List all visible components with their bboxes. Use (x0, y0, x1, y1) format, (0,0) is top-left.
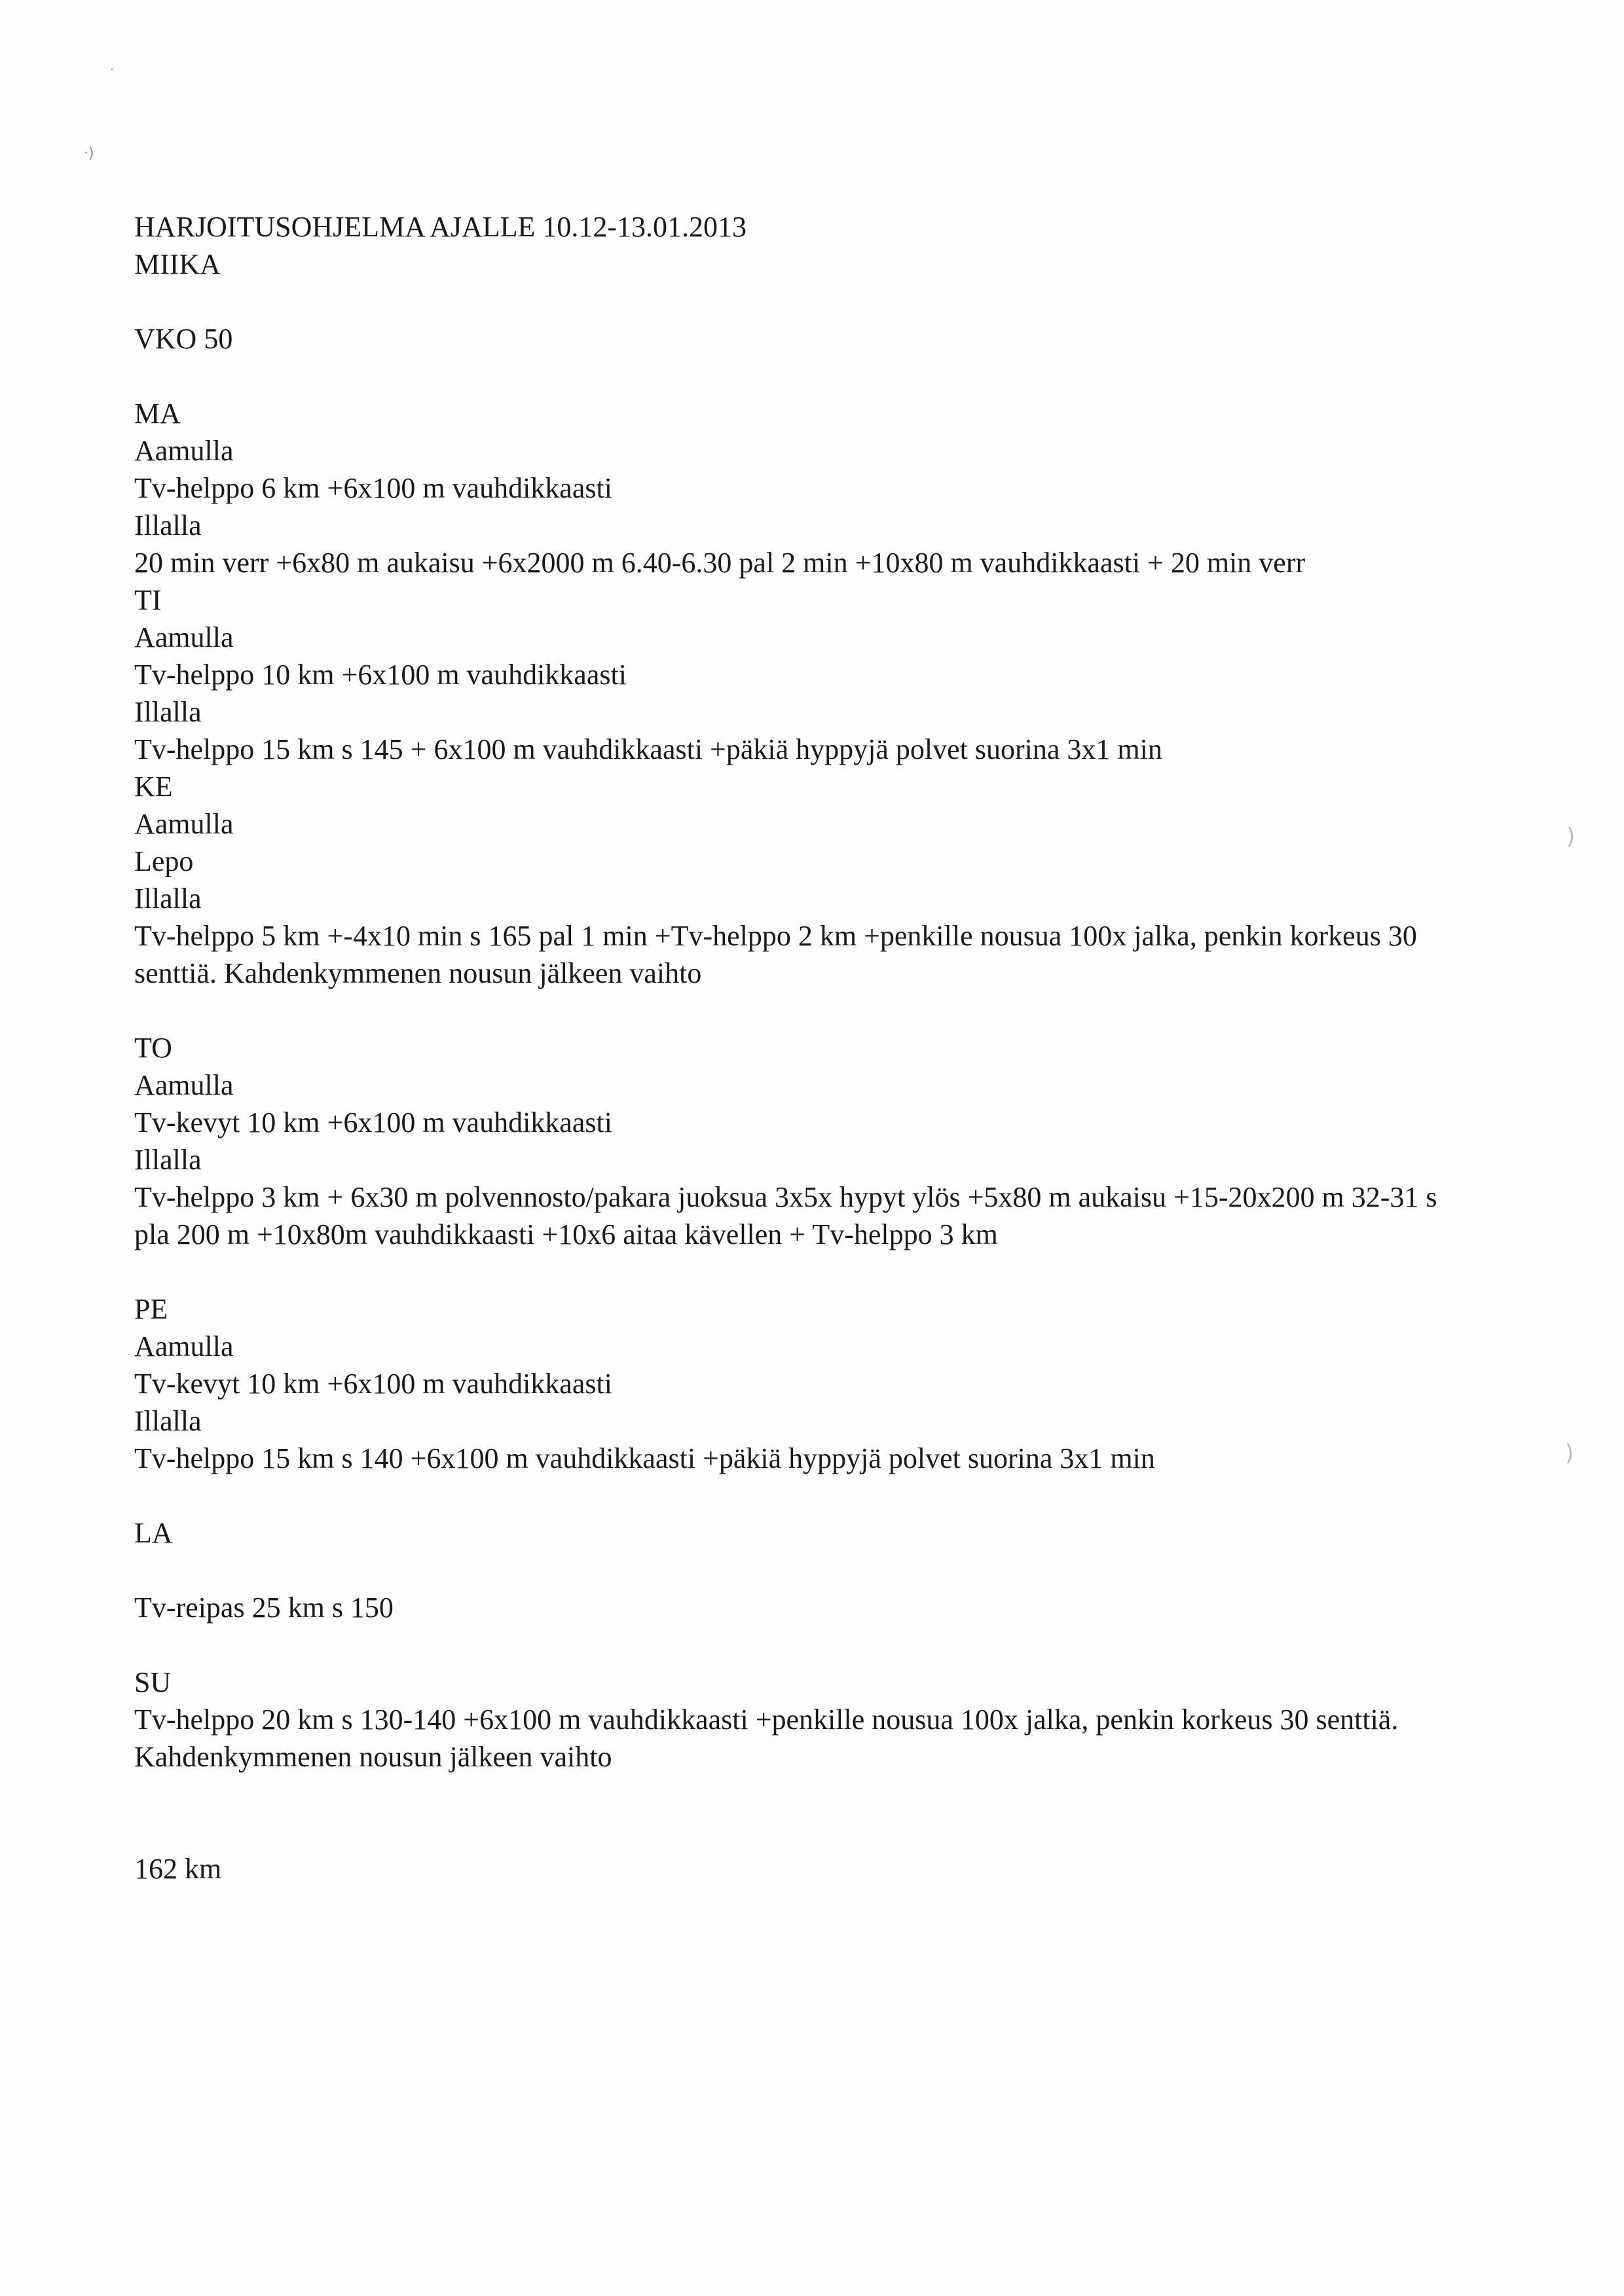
weekly-total: 162 km (134, 1853, 222, 1885)
scan-speck: ) (1566, 824, 1576, 850)
evening-workout: Tv-helppo 3 km + 6x30 m polvennosto/pakara juoksua 3x5x hypyt ylös +5x80 m aukaisu +15-20x200 m 32-31 s pla 200 m +10x80m vauhdikkaasti +10x6 aitaa kävellen + Tv-helppo 3 km (134, 1181, 1437, 1250)
morning-label: Aamulla (134, 1330, 234, 1362)
morning-label: Aamulla (134, 621, 234, 653)
evening-label: Illalla (134, 1144, 202, 1176)
day-heading-ke: KE (134, 771, 173, 803)
morning-workout: Tv-kevyt 10 km +6x100 m vauhdikkaasti (134, 1106, 612, 1139)
day-heading-to: TO (134, 1032, 172, 1064)
evening-label: Illalla (134, 1405, 202, 1437)
morning-workout: Tv-helppo 6 km +6x100 m vauhdikkaasti (134, 472, 612, 504)
day-heading-su: SU (134, 1666, 172, 1698)
morning-workout: Lepo (134, 845, 194, 877)
document-title: HARJOITUSOHJELMA AJALLE 10.12-13.01.2013 (134, 211, 747, 243)
evening-label: Illalla (134, 509, 202, 541)
day-heading-pe: PE (134, 1293, 168, 1325)
morning-label: Aamulla (134, 808, 234, 840)
morning-label: Aamulla (134, 435, 234, 467)
day-heading-la: LA (134, 1517, 173, 1549)
morning-workout: Tv-helppo 10 km +6x100 m vauhdikkaasti (134, 659, 627, 691)
evening-workout: Tv-helppo 15 km s 140 +6x100 m vauhdikkaasti +päkiä hyppyjä polvet suorina 3x1 min (134, 1442, 1155, 1474)
day-heading-ma: MA (134, 397, 181, 429)
evening-label: Illalla (134, 883, 202, 915)
workout: Tv-helppo 20 km s 130-140 +6x100 m vauhdikkaasti +penkille nousua 100x jalka, penkin korkeus 30 senttiä. Kahdenkymmenen nousun jälkeen vaihto (134, 1704, 1399, 1773)
scan-speck: · (110, 63, 114, 77)
athlete-name: MIIKA (134, 248, 221, 280)
morning-workout: Tv-kevyt 10 km +6x100 m vauhdikkaasti (134, 1368, 612, 1400)
week-heading: VKO 50 (134, 323, 233, 355)
day-heading-ti: TI (134, 584, 162, 616)
evening-workout: Tv-helppo 15 km s 145 + 6x100 m vauhdikkaasti +päkiä hyppyjä polvet suorina 3x1 min (134, 733, 1162, 765)
evening-workout: Tv-helppo 5 km +-4x10 min s 165 pal 1 min +Tv-helppo 2 km +penkille nousua 100x jalka, penkin korkeus 30 senttiä. Kahdenkymmenen nousun jälkeen vaihto (134, 920, 1417, 989)
evening-label: Illalla (134, 696, 202, 728)
workout: Tv-reipas 25 km s 150 (134, 1592, 394, 1624)
scan-speck: ·) (84, 145, 94, 162)
morning-label: Aamulla (134, 1069, 234, 1101)
document-body (134, 208, 1457, 1887)
evening-workout: 20 min verr +6x80 m aukaisu +6x2000 m 6.40-6.30 pal 2 min +10x80 m vauhdikkaasti + 20 min verr (134, 547, 1306, 579)
scan-speck: ) (1565, 1440, 1574, 1467)
